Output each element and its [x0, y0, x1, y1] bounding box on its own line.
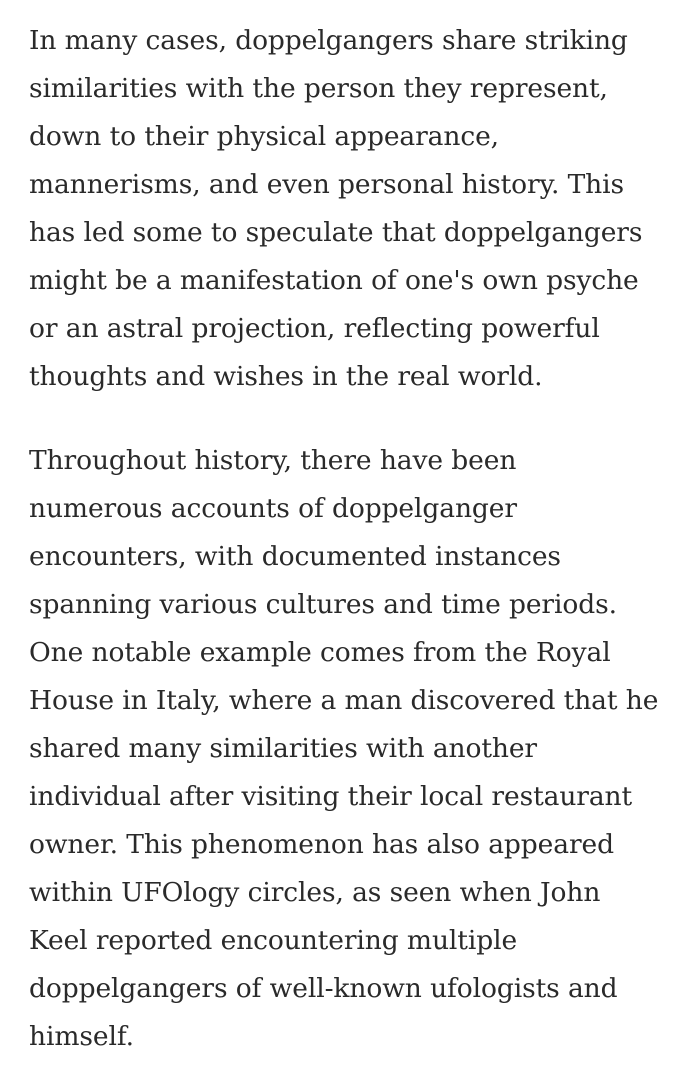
- article-body: [29, 17, 659, 1061]
- text-line: doppelgangers of well-known ufologists and: [29, 973, 618, 1004]
- text-line: encounters, with documented instances: [29, 541, 561, 572]
- text-line: has led some to speculate that doppelgangers: [29, 217, 643, 248]
- text-line: owner. This phenomenon has also appeared: [29, 829, 614, 860]
- text-line: down to their physical appearance,: [29, 121, 499, 152]
- text-line: within UFOlogy circles, as seen when John: [29, 877, 601, 908]
- text-line: shared many similarities with another: [29, 733, 538, 764]
- text-line: spanning various cultures and time periods.: [29, 589, 617, 620]
- text-line: similarities with the person they represent,: [29, 73, 608, 104]
- text-line: himself.: [29, 1021, 134, 1052]
- text-line: In many cases, doppelgangers share striking: [29, 25, 628, 56]
- text-line: thoughts and wishes in the real world.: [29, 361, 543, 392]
- text-line: Keel reported encountering multiple: [29, 925, 518, 956]
- text-line: individual after visiting their local restaurant: [29, 781, 633, 812]
- text-line: might be a manifestation of one's own psyche: [29, 265, 639, 296]
- text-line: mannerisms, and even personal history. This: [29, 169, 625, 200]
- text-line: or an astral projection, reflecting powerful: [29, 313, 600, 344]
- text-line: House in Italy, where a man discovered that he: [29, 685, 659, 716]
- text-line: One notable example comes from the Royal: [29, 637, 611, 668]
- paragraph-1: [29, 17, 659, 401]
- text-line: numerous accounts of doppelganger: [29, 493, 517, 524]
- text-line: Throughout history, there have been: [29, 445, 517, 476]
- paragraph-2: [29, 437, 659, 1061]
